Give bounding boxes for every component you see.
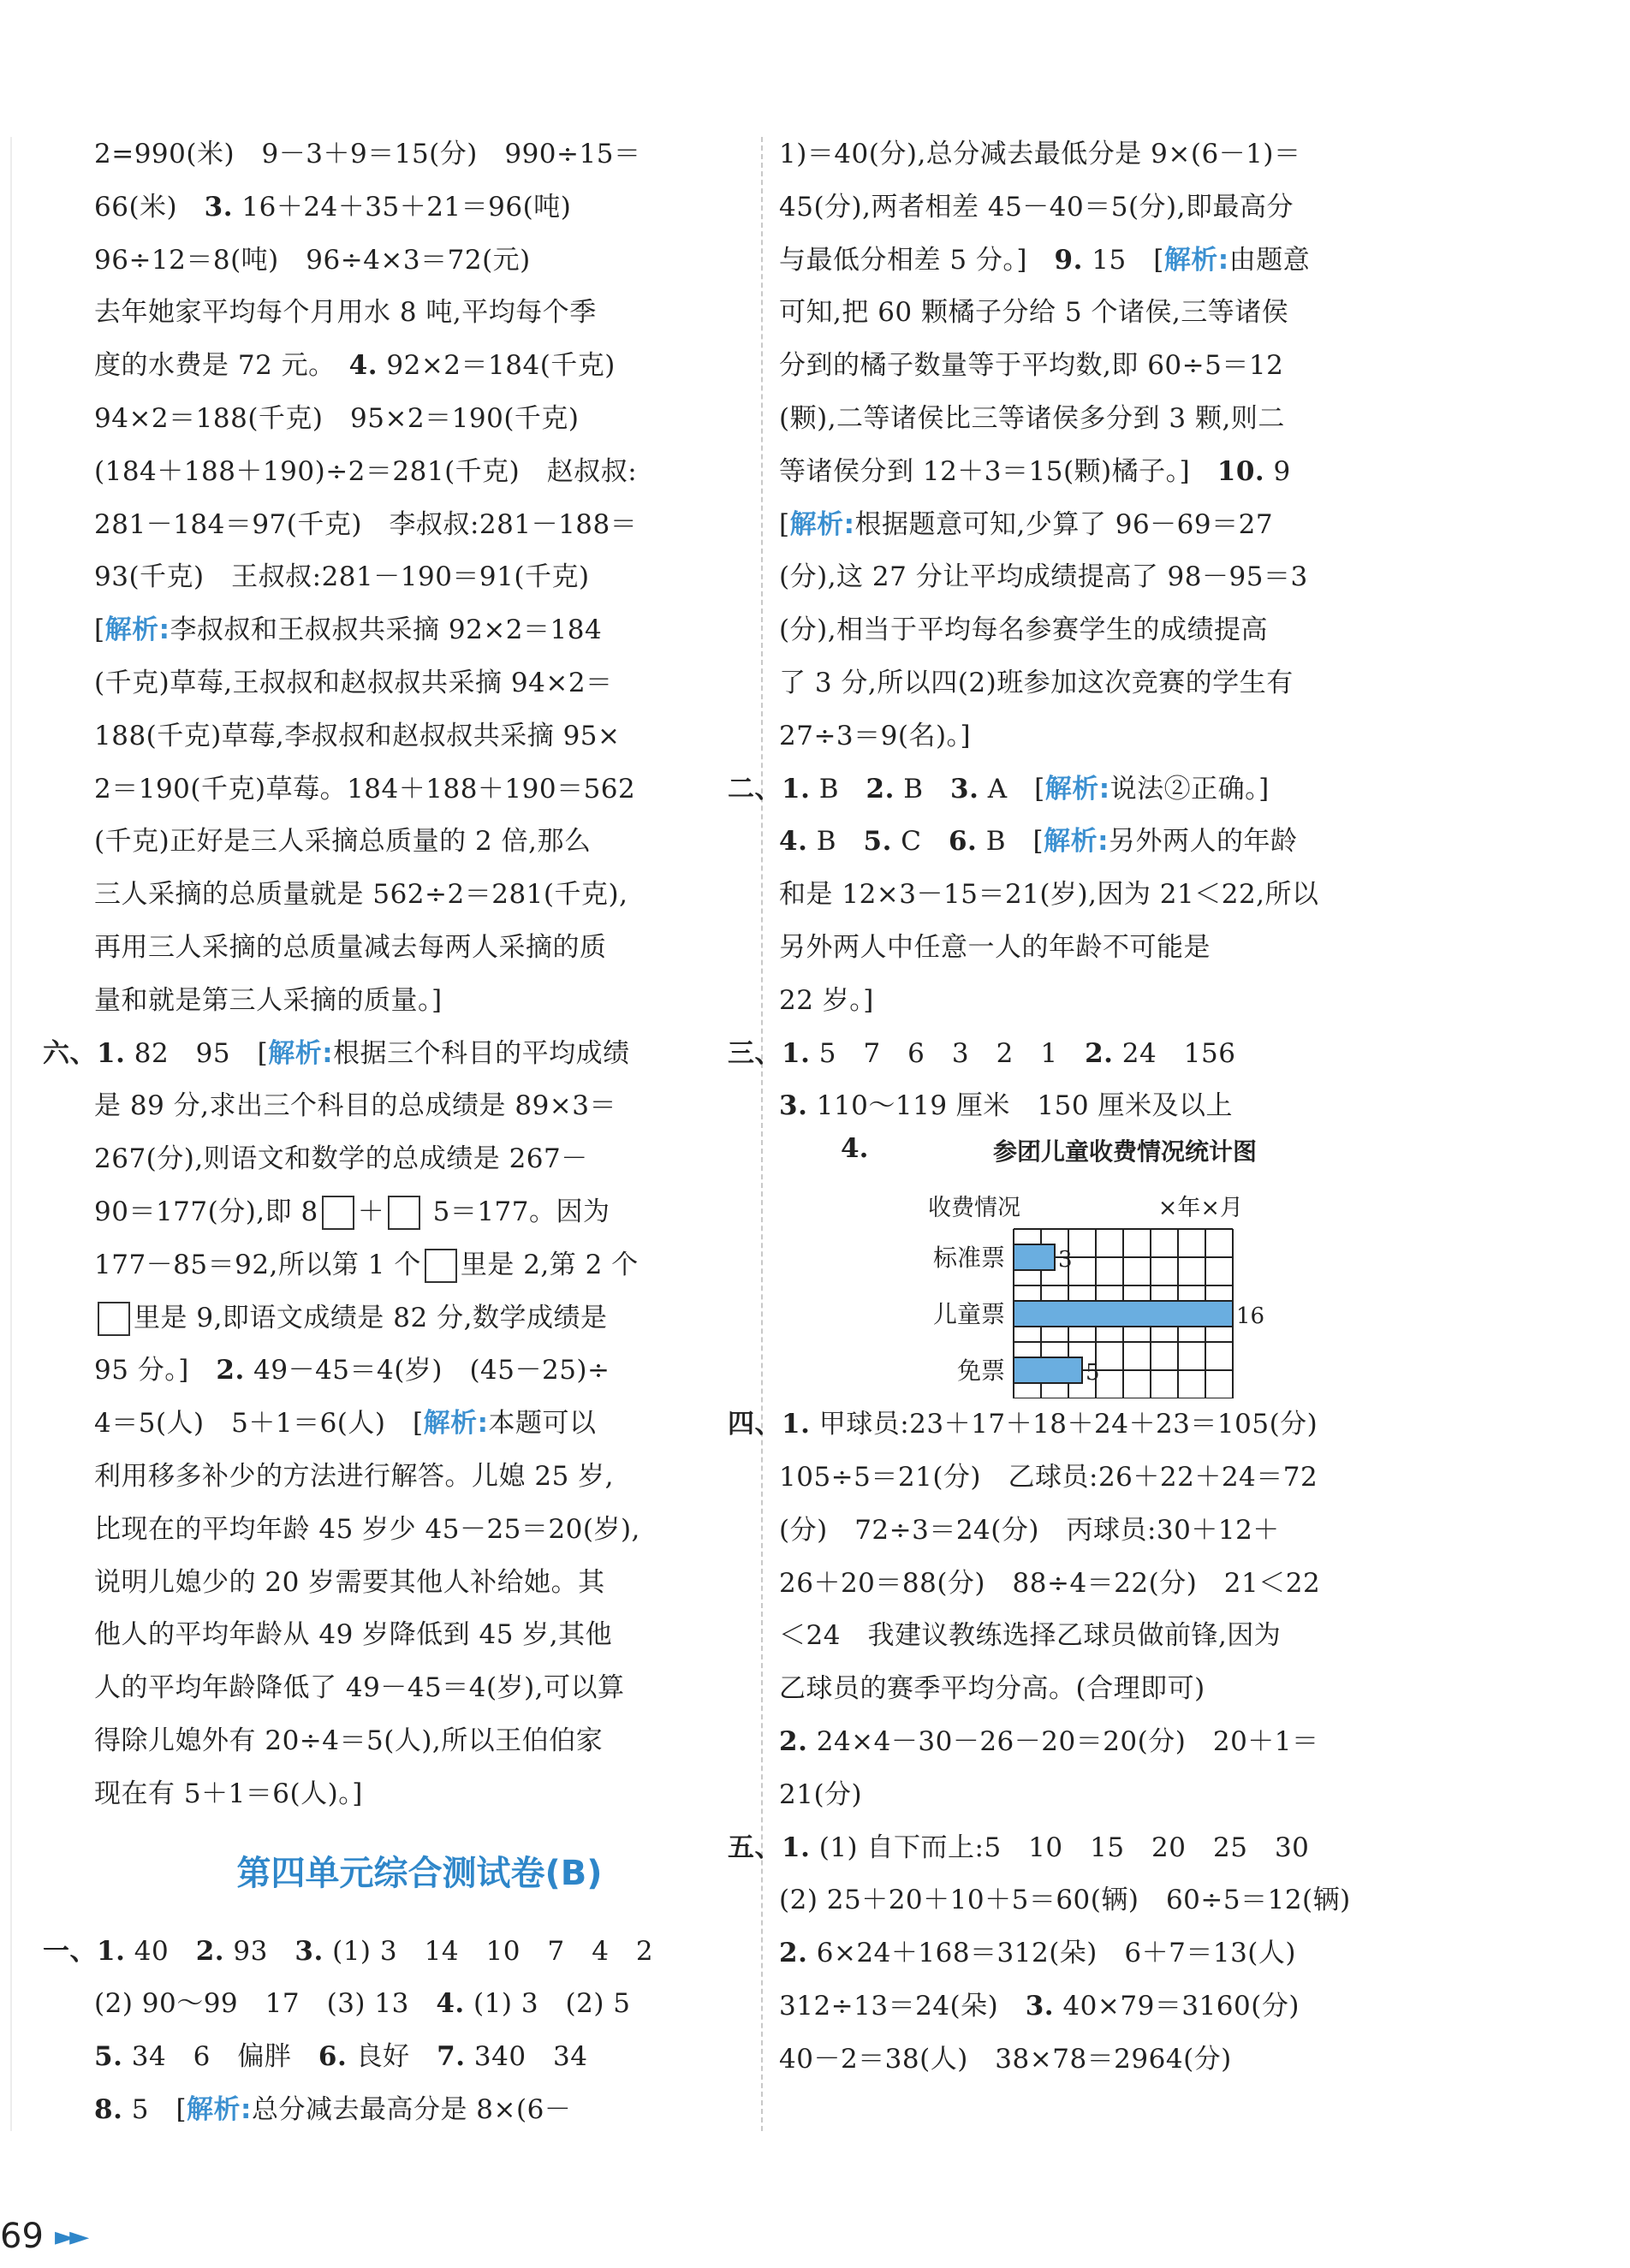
text-run: 82 95 [	[125, 1037, 269, 1069]
text-line	[779, 1716, 1464, 1769]
text-line	[94, 287, 745, 340]
text-line	[94, 181, 745, 235]
question-number: 3.	[294, 1935, 324, 1967]
answer-text-block	[43, 128, 745, 1821]
text-run: 267(分),则语文和数学的总成绩是 267－	[94, 1143, 588, 1175]
text-run: 5＝177。因为	[424, 1196, 610, 1227]
analysis-label: 解析:	[1163, 244, 1229, 276]
section-number: 五、	[728, 1832, 782, 1863]
chart-data-label: 3	[1058, 1247, 1073, 1274]
question-number: 3.	[779, 1090, 808, 1122]
text-run: 现在有 5＋1＝6(人)。]	[94, 1778, 363, 1809]
text-line	[94, 551, 745, 604]
text-line	[94, 1239, 745, 1292]
text-run: (分) 72÷3＝24(分) 丙球员:30＋12＋	[779, 1514, 1280, 1546]
analysis-label: 解析:	[268, 1037, 334, 1069]
blank-box	[98, 1302, 130, 1336]
text-run: (2) 25＋20＋10＋5＝60(辆) 60÷5＝12(辆)	[779, 1885, 1351, 1916]
question-number: 2.	[779, 1725, 808, 1757]
text-run: 49－45＝4(岁) (45－25)÷	[244, 1355, 610, 1386]
text-line	[94, 763, 745, 816]
text-run: (2) 90～99 17 (3) 13	[94, 1988, 437, 2020]
text-line	[94, 340, 745, 393]
text-run: 说法②正确。]	[1109, 773, 1270, 804]
question-number: 5.	[94, 2041, 123, 2073]
text-run: 27÷3＝9(名)。]	[779, 720, 972, 751]
chart-block	[779, 1133, 1464, 1398]
text-run: 40－2＝38(人) 38×78＝2964(分)	[779, 2043, 1232, 2075]
chart-title: 参团儿童收费情况统计图	[993, 1137, 1258, 1167]
question-number: 1.	[97, 1037, 126, 1069]
text-line	[94, 2084, 745, 2137]
text-line	[779, 710, 1464, 763]
text-run: 40×79＝3160(分)	[1054, 1990, 1300, 2022]
text-run: 2＝190(千克)草莓。184＋188＋190＝562	[94, 773, 636, 804]
bar-chart	[779, 1133, 1464, 1398]
text-run: 4＝5(人) 5＋1＝6(人) [	[94, 1408, 424, 1440]
text-run: (1) 3 14 10 7 4 2	[323, 1935, 654, 1967]
text-line	[728, 1028, 1464, 1081]
text-run: 24×4－30－26－20＝20(分) 20＋1＝	[807, 1725, 1319, 1757]
text-line	[94, 1662, 745, 1715]
answer-text-block-right	[728, 128, 1464, 1133]
section-title: 第四单元综合测试卷(B)	[236, 1853, 603, 1893]
text-run: 95 分。]	[94, 1355, 217, 1386]
page-number: 69	[0, 2217, 44, 2256]
text-line	[779, 499, 1464, 552]
text-run: 22 岁。]	[779, 984, 874, 1016]
text-run: 他人的平均年龄从 49 岁降低到 45 岁,其他	[94, 1619, 613, 1651]
question-number: 7.	[437, 2041, 466, 2073]
text-run: 340 34	[465, 2041, 588, 2073]
text-run: 90＝177(分),即 8	[94, 1196, 318, 1227]
text-run: (颗),二等诸侯比三等诸侯多分到 3 颗,则二	[779, 402, 1285, 434]
text-run: B	[807, 826, 864, 858]
text-run: B	[810, 773, 866, 804]
text-line	[779, 1505, 1464, 1558]
text-line	[94, 1557, 745, 1610]
section-number: 一、	[43, 1935, 97, 1967]
blank-box	[388, 1196, 420, 1230]
text-run: 李叔叔和王叔叔共采摘 92×2＝184	[170, 614, 603, 646]
question-number: 4.	[348, 350, 378, 382]
text-run: 312÷13＝24(朵)	[779, 1990, 1026, 2022]
text-run: [	[779, 508, 790, 540]
text-run: 93(千克) 王叔叔:281－190＝91(千克)	[94, 561, 590, 593]
analysis-label: 解析:	[789, 508, 855, 540]
text-run: 45(分),两者相差 45－40＝5(分),即最高分	[779, 191, 1294, 223]
text-run: 说明儿媳少的 20 岁需要其他人补给她。其	[94, 1566, 605, 1598]
text-line	[779, 551, 1464, 604]
text-run: 66(米)	[94, 191, 205, 223]
section-number: 二、	[728, 773, 782, 804]
text-line	[779, 181, 1464, 235]
chart-item-label: 4.	[841, 1133, 869, 1165]
page-arrows-icon: ►►	[55, 2222, 85, 2252]
question-number: 4.	[779, 826, 808, 858]
text-run: 9	[1264, 455, 1291, 487]
text-line	[779, 975, 1464, 1028]
text-line	[779, 446, 1464, 499]
text-line	[94, 975, 745, 1028]
text-line	[94, 869, 745, 922]
left-column	[43, 128, 745, 2137]
text-run: 量和就是第三人采摘的质量。]	[94, 984, 443, 1016]
text-line	[94, 1133, 745, 1186]
text-run: 利用移多补少的方法进行解答。儿媳 25 岁,	[94, 1460, 615, 1492]
chart-bar	[1014, 1244, 1055, 1270]
text-line	[94, 710, 745, 763]
blank-box	[322, 1196, 354, 1230]
section-number: 六、	[43, 1037, 97, 1069]
text-line	[94, 1715, 745, 1768]
text-run: (千克)正好是三人采摘总质量的 2 倍,那么	[94, 826, 592, 858]
text-run: 1)＝40(分),总分减去最低分是 9×(6－1)＝	[779, 139, 1301, 169]
text-run: 21(分)	[779, 1778, 863, 1810]
text-line	[94, 604, 745, 657]
question-number: 1.	[782, 1832, 811, 1863]
text-run: C	[891, 826, 949, 858]
question-number: 3.	[950, 773, 979, 804]
text-run: 总分减去最高分是 8×(6－	[251, 2093, 572, 2125]
text-line	[43, 1926, 745, 1979]
text-run: 根据三个科目的平均成绩	[333, 1037, 630, 1069]
text-line	[728, 1822, 1464, 1875]
right-column	[728, 128, 1464, 2087]
text-line	[94, 816, 745, 869]
text-run: 40	[125, 1935, 196, 1967]
analysis-label: 解析:	[423, 1408, 489, 1440]
text-line	[94, 1398, 745, 1451]
text-line	[779, 657, 1464, 710]
text-line	[779, 1927, 1464, 1980]
text-line	[779, 816, 1464, 869]
text-run: (184＋188＋190)÷2＝281(千克) 赵叔叔:	[94, 455, 638, 487]
text-line	[94, 446, 745, 499]
text-line	[779, 869, 1464, 922]
text-run: (分),相当于平均每名参赛学生的成绩提高	[779, 614, 1269, 646]
text-run: B [	[977, 826, 1044, 858]
text-run: 110～119 厘米 150 厘米及以上	[807, 1090, 1233, 1122]
chart-data-label: 16	[1236, 1303, 1265, 1330]
text-run: 96÷12＝8(吨) 96÷4×3＝72(元)	[94, 244, 531, 276]
chart-date-label: ×年×月	[1157, 1195, 1243, 1222]
text-run: 再用三人采摘的总质量减去每两人采摘的质	[94, 931, 607, 963]
text-line	[94, 1080, 745, 1133]
chart-bar	[1014, 1357, 1082, 1383]
text-run: 乙球员的赛季平均分高。(合理即可)	[779, 1673, 1205, 1705]
text-run: 105÷5＝21(分) 乙球员:26＋22＋24＝72	[779, 1461, 1318, 1493]
text-run: 良好	[347, 2041, 437, 2073]
text-run: 5 [	[122, 2093, 187, 2125]
text-run: 由题意	[1228, 244, 1311, 276]
text-line	[94, 1504, 745, 1557]
text-run: 94×2＝188(千克) 95×2＝190(千克)	[94, 402, 580, 434]
text-line	[779, 2033, 1464, 2087]
answer-text-block-right-bottom	[728, 1398, 1464, 2086]
text-run: 分到的橘子数量等于平均数,即 60÷5＝12	[779, 350, 1284, 382]
text-line	[94, 2031, 745, 2084]
text-line	[94, 657, 745, 710]
text-run: 15 [	[1082, 244, 1164, 276]
text-run: 等诸侯分到 12＋3＝15(颗)橘子。]	[779, 455, 1217, 487]
question-number: 5.	[863, 826, 892, 858]
question-number: 8.	[94, 2093, 123, 2125]
text-line	[94, 1186, 745, 1239]
text-run: 281－184＝97(千克) 李叔叔:281－188＝	[94, 508, 638, 540]
text-line	[728, 1398, 1464, 1452]
text-run: 另外两人中任意一人的年龄不可能是	[779, 931, 1211, 963]
question-number: 2.	[866, 773, 895, 804]
question-number: 3.	[1025, 1990, 1055, 2022]
question-number: 10.	[1217, 455, 1265, 487]
text-run: 16＋24＋35＋21＝96(吨)	[233, 191, 572, 223]
text-run: 里是 9,即语文成绩是 82 分,数学成绩是	[134, 1302, 608, 1333]
text-line	[779, 128, 1464, 181]
text-run: 另外两人的年龄	[1108, 826, 1298, 858]
text-run: 可知,把 60 颗橘子分给 5 个诸侯,三等诸侯	[779, 297, 1289, 329]
text-run: ＋	[357, 1196, 385, 1227]
chart-data-label: 5	[1086, 1360, 1100, 1386]
question-number: 2.	[216, 1355, 245, 1386]
text-line	[94, 1609, 745, 1662]
text-line	[779, 922, 1464, 975]
section-number: 四、	[728, 1409, 782, 1440]
text-run: 去年她家平均每个月用水 8 吨,平均每个季	[94, 297, 597, 329]
text-line	[94, 393, 745, 446]
text-line	[779, 1610, 1464, 1663]
text-run: 甲球员:23＋17＋18＋24＋23＝105(分)	[810, 1409, 1318, 1440]
question-number: 2.	[195, 1935, 225, 1967]
text-line	[94, 499, 745, 552]
text-run: 6×24＋168＝312(朵) 6＋7＝13(人)	[807, 1938, 1296, 1969]
section-number: 三、	[728, 1037, 782, 1069]
text-line	[779, 1452, 1464, 1505]
text-line	[779, 1769, 1464, 1822]
text-line	[94, 128, 745, 181]
question-number: 6.	[948, 826, 978, 858]
text-line	[94, 1345, 745, 1398]
text-run: (1) 3 (2) 5	[464, 1988, 631, 2020]
text-run: 34 6 偏胖	[122, 2041, 318, 2073]
text-run: 92×2＝184(千克)	[378, 350, 616, 382]
chart-y-label: 收费情况	[928, 1195, 1020, 1222]
text-line	[94, 1292, 745, 1345]
text-run: 24 156	[1113, 1037, 1236, 1069]
chart-bar	[1014, 1301, 1233, 1327]
text-run: 26＋20＝88(分) 88÷4＝22(分) 21＜22	[779, 1567, 1321, 1599]
question-number: 1.	[782, 1037, 811, 1069]
text-line	[779, 1874, 1464, 1927]
chart-category-label: 标准票	[932, 1244, 1005, 1273]
text-line	[779, 1663, 1464, 1716]
text-run: 和是 12×3－15＝21(岁),因为 21＜22,所以	[779, 879, 1319, 911]
text-line	[779, 1558, 1464, 1611]
page-edge-rule	[10, 137, 12, 2131]
question-number: 1.	[97, 1935, 126, 1967]
text-run: 度的水费是 72 元。	[94, 350, 349, 382]
text-run: ＜24 我建议教练选择乙球员做前锋,因为	[779, 1620, 1282, 1652]
text-line	[94, 1768, 745, 1821]
text-run: 2=990(米) 9－3＋9＝15(分) 990÷15＝	[94, 139, 641, 169]
text-run: 本题可以	[488, 1408, 597, 1440]
text-run: 里是 2,第 2 个	[460, 1249, 639, 1280]
analysis-label: 解析:	[1044, 773, 1110, 804]
analysis-label: 解析:	[187, 2093, 252, 2125]
text-line	[779, 340, 1464, 393]
blank-box	[425, 1249, 457, 1283]
chart-category-label: 免票	[956, 1357, 1005, 1386]
text-run: 与最低分相差 5 分。]	[779, 244, 1055, 276]
text-run: 是 89 分,求出三个科目的总成绩是 89×3＝	[94, 1090, 617, 1122]
text-line	[94, 1978, 745, 2031]
text-line	[43, 1028, 745, 1081]
text-run: 三人采摘的总质量就是 562÷2＝281(千克),	[94, 879, 628, 911]
text-line	[779, 235, 1464, 288]
text-run: 93	[224, 1935, 295, 1967]
text-line	[779, 1980, 1464, 2033]
text-run: (1) 自下而上:5 10 15 20 25 30	[810, 1832, 1310, 1863]
text-line	[94, 235, 745, 288]
text-run: 了 3 分,所以四(2)班参加这次竞赛的学生有	[779, 667, 1294, 698]
text-run: 根据题意可知,少算了 96－69＝27	[854, 508, 1274, 540]
question-number: 2.	[779, 1938, 808, 1969]
question-number: 6.	[318, 2041, 348, 2073]
text-line	[94, 1451, 745, 1504]
analysis-label: 解析:	[1044, 826, 1109, 858]
text-run: [	[94, 614, 105, 646]
question-number: 9.	[1054, 244, 1083, 276]
question-number: 1.	[782, 773, 811, 804]
text-run: 比现在的平均年龄 45 岁少 45－25＝20(岁),	[94, 1513, 640, 1545]
text-run: 人的平均年龄降低了 49－45＝4(岁),可以算	[94, 1672, 625, 1704]
text-run: 177－85＝92,所以第 1 个	[94, 1249, 421, 1280]
text-line	[779, 604, 1464, 657]
question-number: 3.	[204, 191, 234, 223]
text-run: 得除儿媳外有 20÷4＝5(人),所以王伯伯家	[94, 1725, 604, 1756]
chart-category-label: 儿童票	[932, 1300, 1005, 1329]
text-line	[728, 763, 1464, 816]
text-run: 5 7 6 3 2 1	[810, 1037, 1086, 1069]
text-run: (千克)草莓,王叔叔和赵叔叔共采摘 94×2＝	[94, 667, 613, 698]
text-run: (分),这 27 分让平均成绩提高了 98－95＝3	[779, 561, 1308, 593]
text-run: A [	[979, 773, 1045, 804]
text-run: B	[894, 773, 951, 804]
text-run: 188(千克)草莓,李叔叔和赵叔叔共采摘 95×	[94, 720, 621, 751]
text-line	[779, 393, 1464, 446]
answer-text-block-b	[43, 1926, 745, 2137]
text-line	[779, 1080, 1464, 1133]
question-number: 2.	[1085, 1037, 1114, 1069]
text-line	[779, 287, 1464, 340]
question-number: 1.	[782, 1409, 811, 1440]
question-number: 4.	[436, 1988, 465, 2020]
analysis-label: 解析:	[104, 614, 170, 646]
text-line	[94, 922, 745, 975]
